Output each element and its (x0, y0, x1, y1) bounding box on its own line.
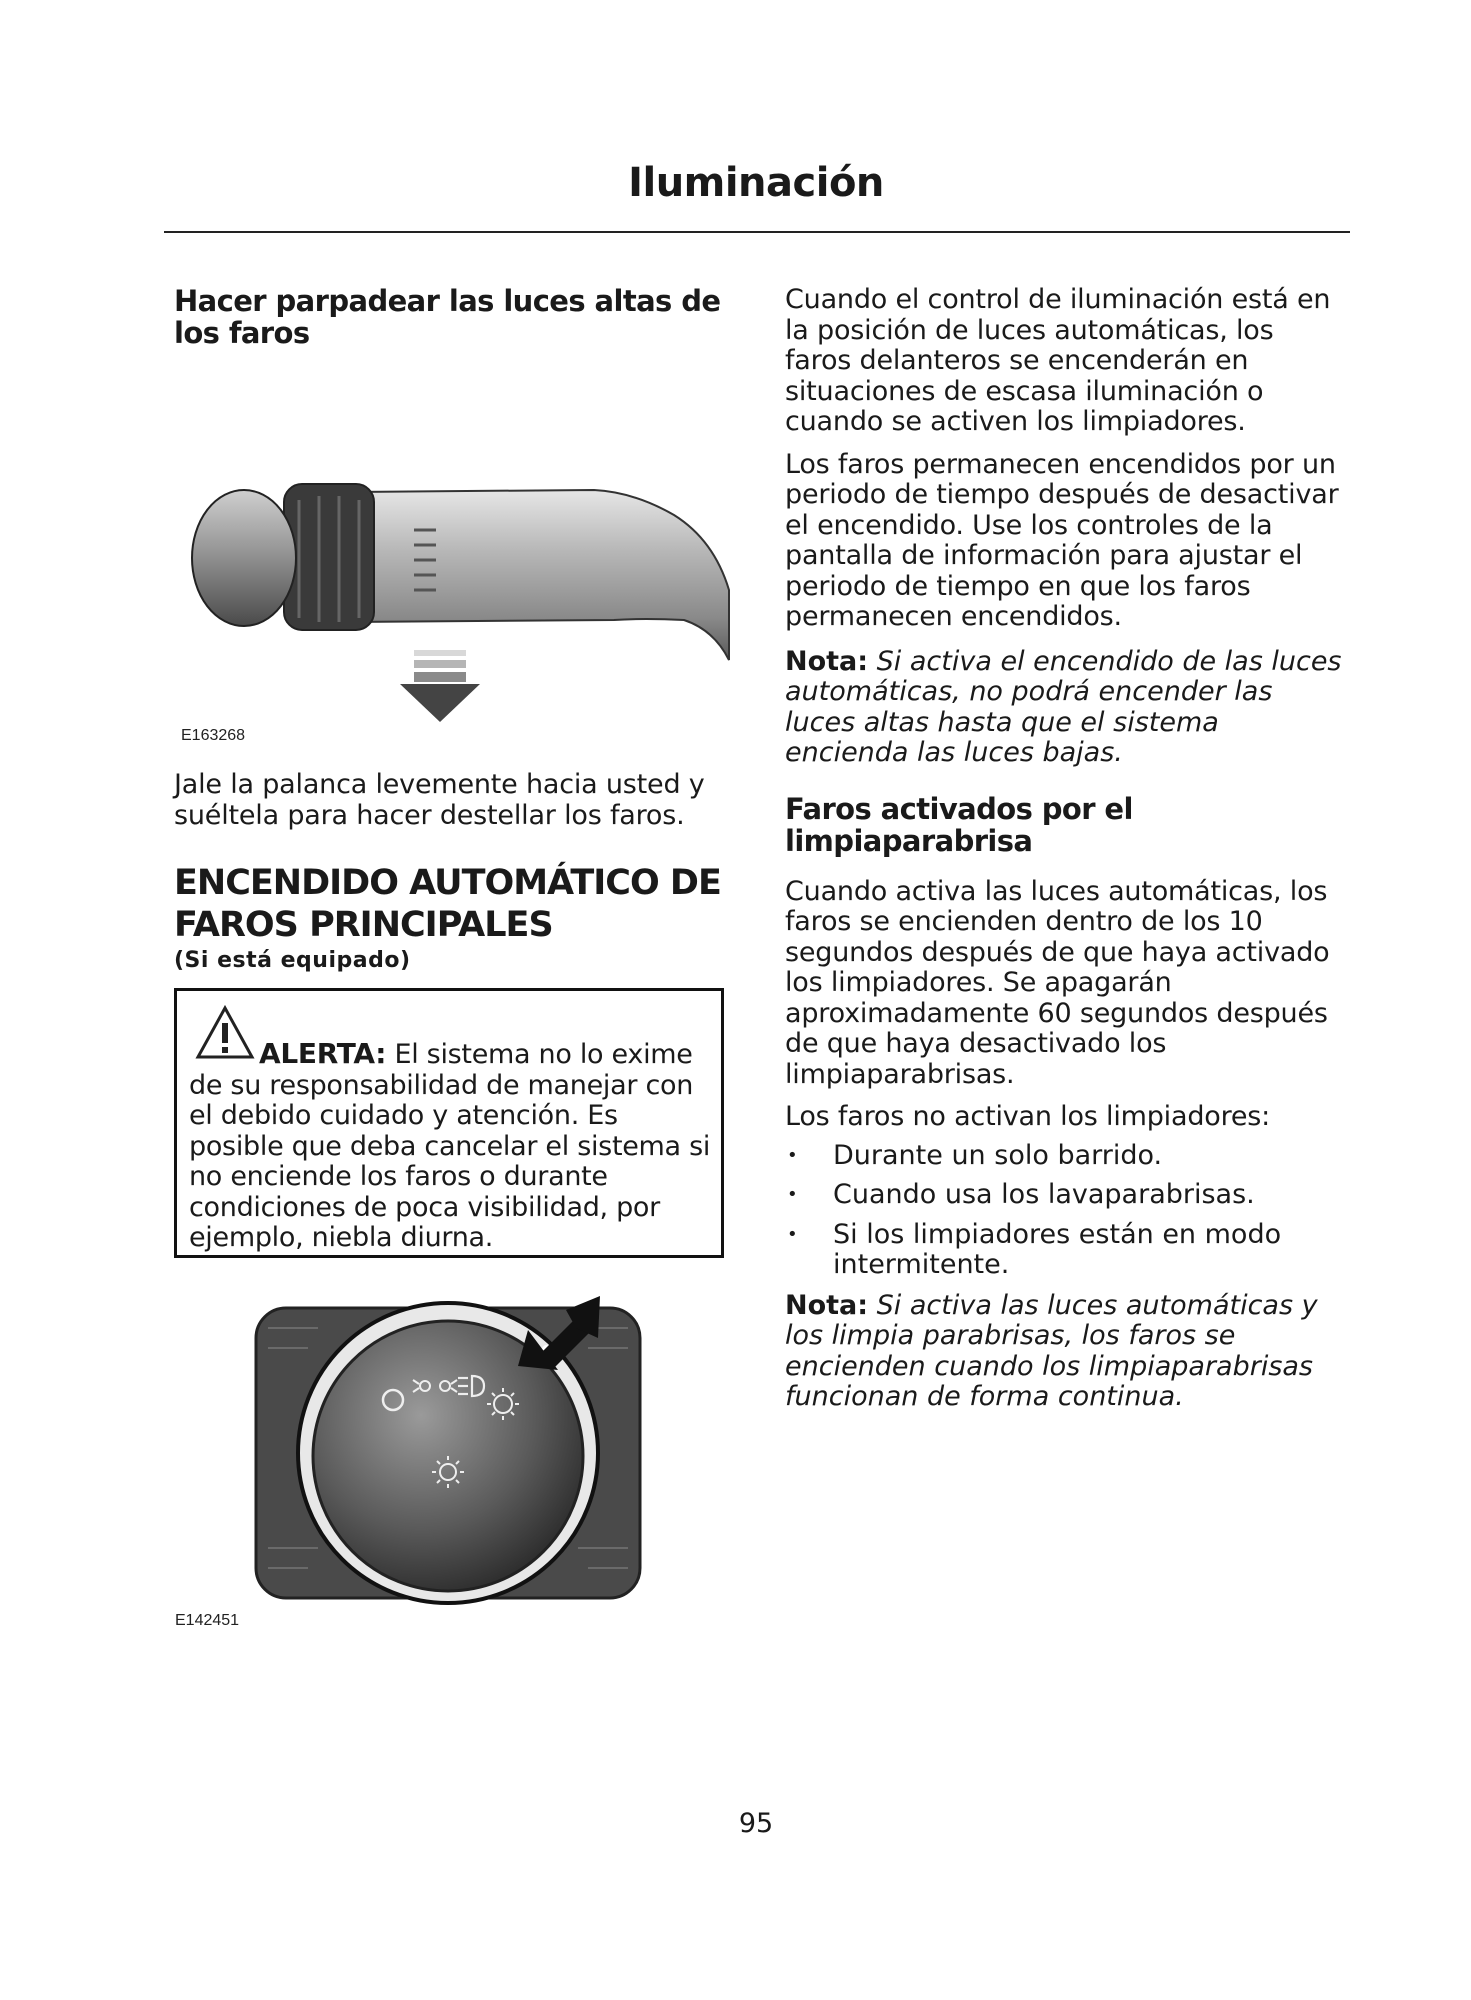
alert-box (174, 988, 724, 1258)
list-item: • Durante un solo barrido. (785, 1141, 1345, 1172)
auto-headlamp-heading-line2: FAROS PRINCIPALES (174, 905, 553, 945)
list-item: • Si los limpiadores están en modo intermitente. (785, 1220, 1345, 1281)
note-label: Nota: (785, 1289, 869, 1321)
flash-instructions: Jale la palanca levemente hacia usted y suéltela para hacer destellar los faros. (174, 769, 705, 831)
pull-arrow-icon (400, 650, 480, 722)
figure-code: E163268 (181, 727, 246, 744)
right-column (785, 285, 1345, 1413)
note-continuous-wipers (785, 1291, 1345, 1413)
warning-triangle-icon (195, 1005, 255, 1061)
auto-headlamp-heading-line1: ENCENDIDO AUTOMÁTICO DE (174, 863, 721, 903)
page-number: 95 (738, 1808, 774, 1839)
auto-headlamp-section (174, 862, 734, 973)
stalk-illustration (174, 470, 734, 760)
lighting-control-dial-illustration (248, 1288, 648, 1608)
alert-paragraph (189, 1039, 711, 1254)
note-label: Nota: (785, 645, 869, 677)
delay-paragraph: Los faros permanecen encendidos por un periodo de tiempo después de desactivar el encendido. Use los controles de la pantalla de información para ajustar el periodo de tiempo en que los faros permanecen encendidos. (785, 448, 1339, 632)
note-text: Si activa las luces automáticas y los limpia parabrisas, los faros se encienden cuando los limpiaparabrisas funcionan de forma continua. (785, 1289, 1318, 1412)
note-text: Si activa el encendido de las luces automáticas, no podrá encender las luces altas hasta que el sistema encienda las luces bajas. (785, 645, 1342, 768)
stalk-end-cap (192, 490, 296, 626)
wiper-paragraph: Cuando activa las luces automáticas, los faros se encienden dentro de los 10 segundos después de que haya activado los limpiadores. Se apagarán aproximadamente 60 segundos después de que haya desactivado los limpiaparabrisas. (785, 875, 1330, 1090)
note-high-beams (785, 647, 1345, 769)
alert-text: El sistema no lo exime de su responsabilidad de manejar con el debido cuidado y atención. Es posible que deba cancelar el sistema si no enciende los faros o durante condiciones de poca visibilidad, por ejemplo, niebla diurna. (189, 1039, 711, 1253)
equipped-note: (Si está equipado) (174, 948, 411, 973)
alert-label: ALERTA: (259, 1037, 387, 1070)
page-title: Iluminación (628, 160, 884, 206)
figure-code: E142451 (175, 1612, 240, 1629)
list-item: • Cuando usa los lavaparabrisas. (785, 1180, 1345, 1211)
auto-lamp-paragraph: Cuando el control de iluminación está en la posición de luces automáticas, los faros delanteros se encenderán en situaciones de escasa iluminación o cuando se activen los limpiadores. (785, 284, 1331, 437)
title-divider (164, 231, 1350, 233)
flash-heading: Hacer parpadear las luces altas de los faros (174, 284, 721, 350)
left-column (174, 285, 734, 349)
wiper-exceptions-list (785, 1141, 1345, 1281)
wiper-heading: Faros activados por el limpiaparabrisa (785, 791, 1133, 858)
wiper-exceptions-intro: Los faros no activan los limpiadores: (785, 1101, 1271, 1132)
